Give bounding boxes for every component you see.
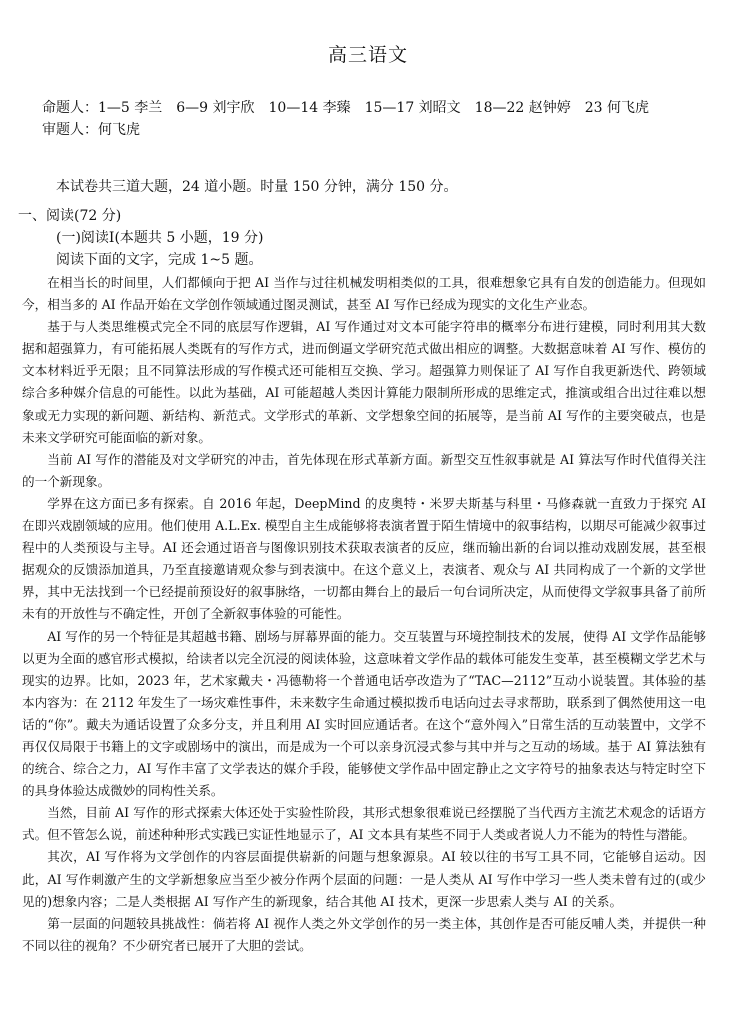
exam-intro: 本试卷共三道大题，24 道小题。时量 150 分钟，满分 150 分。	[56, 179, 458, 195]
section-heading: 一、阅读(72 分)	[18, 208, 122, 224]
subsection-heading: (一)阅读Ⅰ(本题共 5 小题，19 分)	[56, 230, 264, 246]
reading-passage	[22, 272, 706, 957]
passage-paragraph: 其次，AI 写作将为文学创作的内容层面提供崭新的问题与想象源泉。AI 较以往的书写工具不同，它能够自运动。因此，AI 写作刺激产生的文学新想象应当至少被分作两个层面的问题：一是人类从 AI 写作中学习一些人类未曾有过的(或少见的)想象内容；二是人类根据 AI 写作产生的新现象，结合其他 AI 技术，更深一步思索人类与 AI 的关系。	[22, 849, 706, 909]
passage-paragraph: 当然，目前 AI 写作的形式探索大体还处于实验性阶段，其形式想象很难说已经摆脱了当代西方主流艺术观念的话语方式。但不管怎么说，前述种种形式实践已实证性地显示了，AI 文本具有某些不同于人类或者说人力不能为的特性与潜能。	[22, 805, 706, 843]
passage-paragraph: 基于与人类思维模式完全不同的底层写作逻辑，AI 写作通过对文本可能字符串的概率分布进行建模，同时利用其大数据和超强算力，有可能拓展人类既有的写作方式，进而倒逼文学研究范式做出相应的调整。大数据意味着 AI 写作、模仿的文本材料近乎无限；且不同算法形成的写作模式还可能相互交换、学习。超强算力则保证了 AI 写作自我更新迭代、跨领域综合多种媒介信息的可能性。以此为基础，AI 可能超越人类因计算能力限制所形成的思维定式，推演或组合出过往难以想象或无力实现的新问题、新结构、新范式。文学形式的革新、文学想象空间的拓展等，是当前 AI 写作的主要突破点，也是未来文学研究可能面临的新对象。	[22, 319, 706, 445]
reviewer-line: 审题人：何飞虎	[42, 122, 140, 138]
passage-paragraph: 在相当长的时间里，人们都倾向于把 AI 当作与过往机械发明相类似的工具，很难想象它具有自发的创造能力。但现如今，相当多的 AI 作品开始在文学创作领域通过图灵测试，甚至 AI 写作已经成为现实的文化生产业态。	[22, 275, 706, 313]
passage-paragraph: 第一层面的问题较具挑战性：倘若将 AI 视作人类之外文学创作的另一类主体，其创作是否可能反哺人类，并提供一种不同以往的视角？不少研究者已展开了大胆的尝试。	[22, 915, 706, 953]
reading-instruction: 阅读下面的文字，完成 1~5 题。	[56, 252, 263, 268]
passage-paragraph: AI 写作的另一个特征是其超越书籍、剧场与屏幕界面的能力。交互装置与环境控制技术的发展，使得 AI 文学作品能够以更为全面的感官形式模拟，给读者以完全沉浸的阅读体验，这意味着文学作品的载体可能发生变革，甚至模糊文学艺术与现实的边界。比如，2023 年，艺术家戴夫・冯德勒将一个普通电话亭改造为了“TAC—2112”互动小说装置。其体验的基本内容为：在 2112 年发生了一场灾难性事件，未来数字生命通过模拟拨币电话向过去寻求帮助，联系到了偶然使用这一电话的“你”。戴夫为通话设置了众多分支，并且利用 AI 实时回应通话者。在这个“意外闯入”日常生活的互动装置中，文学不再仅仅局限于书籍上的文字或剧场中的演出，而是成为一个可以亲身沉浸式参与其中并与之互动的场域。基于 AI 算法独有的统合、综合之力，AI 写作丰富了文学表达的媒介手段，能够使文学作品中固定静止之文字符号的抽象表达与特定时空下的具身体验达成微妙的同构性关系。	[22, 628, 706, 799]
proposers-line: 命题人：1—5 李兰 6—9 刘宇欣 10—14 李臻 15—17 刘昭文 18—22 赵钟婷 23 何飞虎	[42, 100, 650, 116]
passage-paragraph: 学界在这方面已多有探索。自 2016 年起，DeepMind 的皮奥特・米罗夫斯基与科里・马修森就一直致力于探究 AI 在即兴戏剧领域的应用。他们使用 A.L.Ex. 模型自主生成能够将表演者置于陌生情境中的叙事结构，以期尽可能减少叙事过程中的人类预设与主导。AI 还会通过语音与图像识别技术获取表演者的反应，继而输出新的台词以推动戏剧发展，甚至根据观众的反馈添加道具，乃至直接邀请观众参与到表演中。在这个意义上，表演者、观众与 AI 共同构成了一个新的文学世界，其中无法找到一个已经提前预设好的叙事脉络，一切都由舞台上的最后一句台词所决定，从而使得文学叙事具备了前所未有的开放性与不确定性，开创了全新叙事体验的可能性。	[22, 495, 706, 622]
page-title: 高三语文	[327, 44, 408, 66]
passage-paragraph: 当前 AI 写作的潜能及对文学研究的冲击，首先体现在形式革新方面。新型交互性叙事就是 AI 算法写作时代值得关注的一个新现象。	[22, 451, 706, 489]
